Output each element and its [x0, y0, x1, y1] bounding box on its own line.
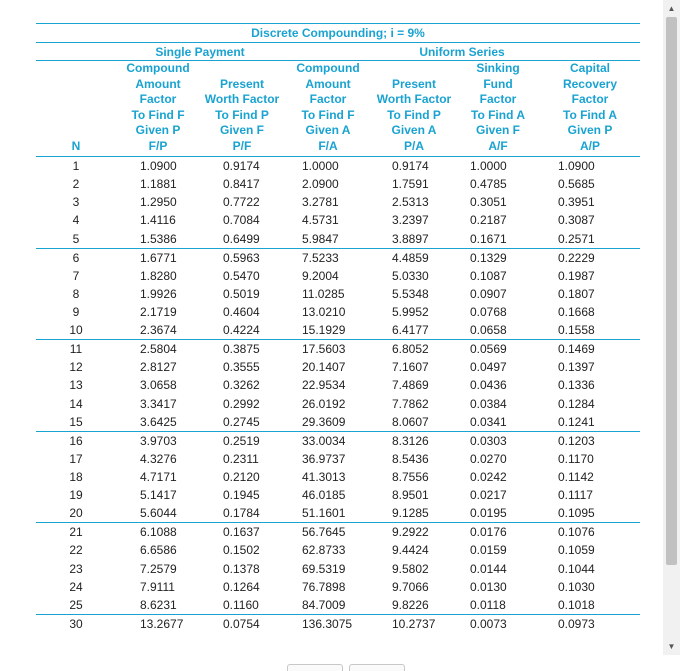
factor-cell: 9.4424 [392, 543, 429, 558]
factor-cell: 46.0185 [302, 488, 346, 503]
factor-cell: 8.9501 [392, 488, 429, 503]
factor-cell: 76.7898 [302, 579, 346, 594]
factor-cell: 0.2519 [223, 433, 260, 448]
factor-cell: 0.3875 [223, 342, 260, 357]
factor-cell: 0.3051 [470, 195, 507, 210]
period-cell: 16 [69, 433, 83, 448]
factor-cell: 0.0176 [470, 525, 507, 540]
factor-cell: 22.9534 [302, 378, 346, 393]
factor-cell: 1.9926 [140, 286, 177, 301]
factor-cell: 1.6771 [140, 250, 177, 265]
factor-cell: 0.2229 [558, 250, 595, 265]
factor-name-header: Compound Amount Factor [126, 61, 190, 106]
factor-cell: 0.3555 [223, 360, 260, 375]
factor-cell: 9.8226 [372, 596, 456, 615]
factor-cell: 0.1117 [558, 488, 593, 503]
factor-cell: 0.1241 [540, 413, 640, 432]
factor-cell: 84.7009 [284, 596, 372, 615]
period-cell: 9 [72, 305, 80, 320]
period-cell: 10 [36, 321, 116, 340]
factor-cell: 5.6044 [116, 504, 200, 523]
period-cell: 19 [69, 488, 83, 503]
factor-cell: 0.0754 [223, 616, 260, 631]
factor-cell: 15.1929 [284, 321, 372, 340]
factor-cell: 2.0900 [302, 177, 339, 192]
factor-cell: 1.0900 [140, 159, 177, 173]
factor-cell: 0.6499 [200, 230, 284, 249]
table-row [36, 468, 640, 486]
factor-cell: 1.0900 [558, 159, 595, 173]
scroll-up-arrow-icon[interactable]: ▲ [667, 4, 676, 13]
factor-cell: 3.2397 [392, 213, 429, 228]
factor-cell: 0.1044 [558, 561, 595, 576]
factor-cell: 136.3075 [302, 616, 353, 631]
factor-cell: 0.0073 [470, 616, 507, 631]
factor-cell: 5.1417 [140, 488, 177, 503]
factor-cell: 0.5685 [558, 177, 595, 192]
period-cell: 7 [72, 268, 80, 283]
period-cell: 30 [69, 616, 83, 631]
factor-cell: 0.1558 [540, 321, 640, 340]
factor-cell: 8.5436 [392, 451, 429, 466]
factor-name-header: Sinking Fund Factor [476, 61, 520, 106]
factor-cell: 62.8733 [302, 543, 346, 558]
vertical-scrollbar[interactable] [663, 0, 680, 655]
table-row [36, 175, 640, 193]
factor-cell: 4.4859 [392, 250, 429, 265]
factor-cell: 1.5386 [116, 230, 200, 249]
factor-cell: 2.5804 [140, 342, 177, 357]
bottom-button-partial[interactable] [287, 664, 343, 671]
factor-cell: 26.0192 [302, 396, 346, 411]
table-title: Discrete Compounding; i = 9% [36, 24, 640, 43]
factor-cell: 5.9952 [392, 305, 429, 320]
blank-header [36, 43, 116, 61]
factor-cell: 0.2745 [200, 413, 284, 432]
factor-cell: 0.1059 [558, 543, 595, 558]
factor-cell: 13.0210 [302, 305, 346, 320]
factor-cell: 7.1607 [392, 360, 429, 375]
table-row [36, 578, 640, 596]
factor-cell: 0.0569 [470, 342, 507, 357]
factor-cell: 36.9737 [302, 451, 346, 466]
factor-cell: 3.0658 [140, 378, 177, 393]
factor-cell: 33.0034 [302, 433, 346, 448]
table-row [36, 376, 640, 394]
factor-cell: 0.1378 [223, 561, 260, 576]
factor-cell: 3.9703 [140, 433, 177, 448]
single-payment-header: Single Payment [116, 43, 284, 61]
factor-cell: 0.1018 [540, 596, 640, 615]
factor-cell: 1.7591 [392, 177, 429, 192]
factor-name-header: Present Worth Factor [204, 76, 280, 106]
factor-cell: 6.1088 [140, 525, 177, 540]
factor-cell: 4.3276 [140, 451, 177, 466]
factor-cell: 0.4785 [470, 177, 507, 192]
table-row [36, 211, 640, 229]
period-cell: 20 [36, 504, 116, 523]
factor-cell: 4.5731 [302, 213, 339, 228]
period-cell: 2 [72, 177, 80, 192]
table-body [36, 157, 640, 633]
factor-cell: 20.1407 [302, 360, 346, 375]
find-label-header: To Find A Given P A/P [540, 108, 640, 157]
bottom-button-partial[interactable] [349, 664, 405, 671]
factor-cell: 0.1987 [558, 268, 595, 283]
factor-cell: 0.5019 [223, 286, 260, 301]
factor-cell: 0.1336 [558, 378, 595, 393]
factor-cell: 0.7084 [223, 213, 260, 228]
factor-cell: 2.1719 [140, 305, 177, 320]
factor-cell: 41.3013 [302, 469, 346, 484]
factor-cell: 9.1285 [372, 504, 456, 523]
factor-cell: 3.3417 [140, 396, 177, 411]
factor-cell: 17.5603 [302, 342, 346, 357]
factor-cell: 7.9111 [140, 579, 175, 594]
factor-cell: 7.5233 [302, 250, 339, 265]
factor-cell: 2.8127 [140, 360, 177, 375]
factor-cell: 6.4177 [372, 321, 456, 340]
table-row [36, 559, 640, 577]
factor-cell: 0.1945 [223, 488, 260, 503]
factor-cell: 6.6586 [140, 543, 177, 558]
period-cell: 18 [69, 469, 83, 484]
table-row [36, 358, 640, 376]
table-row [36, 431, 640, 450]
factor-cell: 7.4869 [392, 378, 429, 393]
table-row [36, 193, 640, 211]
factor-cell: 7.7862 [392, 396, 429, 411]
factor-cell: 0.2120 [223, 469, 260, 484]
table-row [36, 303, 640, 321]
factor-cell: 0.0118 [456, 596, 540, 615]
period-cell: 12 [69, 360, 83, 375]
factor-cell: 10.2737 [392, 616, 436, 631]
scroll-down-arrow-icon[interactable]: ▼ [667, 642, 676, 651]
period-cell: 24 [69, 579, 83, 594]
factor-cell: 0.1095 [540, 504, 640, 523]
period-cell: 22 [69, 543, 83, 558]
factor-cell: 1.8280 [140, 268, 177, 283]
factor-cell: 0.0658 [456, 321, 540, 340]
factor-cell: 0.2992 [223, 396, 260, 411]
period-cell: 8 [72, 286, 80, 301]
factor-cell: 8.6231 [116, 596, 200, 615]
factor-cell: 0.0270 [470, 451, 507, 466]
factor-cell: 0.1807 [558, 286, 595, 301]
factor-cell: 0.4604 [223, 305, 260, 320]
factor-cell: 5.0330 [392, 268, 429, 283]
factor-cell: 0.7722 [223, 195, 260, 210]
factor-cell: 0.0130 [470, 579, 507, 594]
table-row [36, 395, 640, 413]
period-cell: 25 [36, 596, 116, 615]
find-label-header: To Find F Given P F/P [116, 108, 200, 157]
factor-cell: 8.0607 [372, 413, 456, 432]
table-row [36, 504, 640, 523]
factor-cell: 9.5802 [392, 561, 429, 576]
factor-cell: 0.1076 [558, 525, 595, 540]
factor-cell: 0.1784 [200, 504, 284, 523]
factor-cell: 0.0497 [470, 360, 507, 375]
factor-cell: 0.0436 [470, 378, 507, 393]
find-label-header: To Find A Given F A/F [456, 108, 540, 157]
factor-cell: 0.0341 [456, 413, 540, 432]
n-column-header: N [36, 108, 116, 157]
factor-cell: 69.5319 [302, 561, 346, 576]
factor-cell: 0.9174 [223, 159, 260, 173]
factor-cell: 0.9174 [392, 159, 429, 173]
factor-cell: 0.0195 [456, 504, 540, 523]
find-label-header: To Find P Given F P/F [200, 108, 284, 157]
factor-cell: 0.0303 [470, 433, 507, 448]
factor-cell: 0.1671 [456, 230, 540, 249]
table-row [36, 614, 640, 633]
table-row [36, 267, 640, 285]
factor-cell: 0.1284 [558, 396, 595, 411]
period-cell: 13 [69, 378, 83, 393]
factor-cell: 0.1637 [223, 525, 260, 540]
factor-cell: 0.2571 [540, 230, 640, 249]
table-row [36, 413, 640, 432]
table-row [36, 321, 640, 340]
factor-cell: 8.3126 [392, 433, 429, 448]
factor-cell: 29.3609 [284, 413, 372, 432]
factor-cell: 0.3262 [223, 378, 260, 393]
factor-cell: 13.2677 [140, 616, 184, 631]
factor-cell: 1.4116 [140, 213, 176, 228]
factor-cell: 1.0000 [302, 159, 339, 173]
factor-cell: 0.1142 [558, 469, 594, 484]
table-row [36, 596, 640, 615]
table-row [36, 450, 640, 468]
factor-cell: 1.2950 [140, 195, 177, 210]
period-cell: 5 [36, 230, 116, 249]
factor-cell: 0.1170 [558, 451, 594, 466]
factor-cell: 0.1397 [558, 360, 595, 375]
uniform-series-header: Uniform Series [284, 43, 640, 61]
scrollbar-thumb[interactable] [666, 17, 677, 565]
table-row [36, 523, 640, 542]
factor-cell: 0.1668 [558, 305, 595, 320]
period-cell: 11 [69, 342, 83, 357]
factor-cell: 0.3951 [558, 195, 595, 210]
interest-factor-table [36, 23, 640, 633]
factor-cell: 4.7171 [140, 469, 177, 484]
factor-cell: 0.0159 [470, 543, 507, 558]
factor-cell: 0.1203 [558, 433, 595, 448]
factor-cell: 0.1502 [223, 543, 260, 558]
factor-cell: 9.7066 [392, 579, 429, 594]
factor-cell: 11.0285 [302, 286, 345, 301]
factor-cell: 0.2311 [223, 451, 259, 466]
table-row [36, 541, 640, 559]
factor-cell: 5.5348 [392, 286, 429, 301]
factor-cell: 0.3087 [558, 213, 595, 228]
period-cell: 6 [72, 250, 80, 265]
factor-cell: 0.0973 [558, 616, 595, 631]
period-cell: 14 [69, 396, 83, 411]
factor-name-header: Present Worth Factor [376, 76, 452, 106]
period-cell: 1 [72, 159, 80, 173]
period-cell: 4 [72, 213, 80, 228]
factor-cell: 0.8417 [223, 177, 260, 192]
period-cell: 15 [36, 413, 116, 432]
table-row [36, 285, 640, 303]
factor-cell: 0.0768 [470, 305, 507, 320]
factor-cell: 3.2781 [302, 195, 339, 210]
factor-cell: 0.0384 [470, 396, 507, 411]
find-label-header: To Find P Given A P/A [372, 108, 456, 157]
factor-cell: 2.3674 [116, 321, 200, 340]
factor-cell: 1.1881 [140, 177, 177, 192]
factor-cell: 0.1030 [558, 579, 595, 594]
find-label-header: To Find F Given A F/A [284, 108, 372, 157]
factor-cell: 0.5470 [223, 268, 260, 283]
table-row [36, 486, 640, 504]
factor-cell: 5.9847 [284, 230, 372, 249]
factor-cell: 0.5963 [223, 250, 260, 265]
period-cell: 23 [69, 561, 83, 576]
factor-cell: 56.7645 [302, 525, 346, 540]
factor-cell: 51.1601 [284, 504, 372, 523]
table-row [36, 157, 640, 176]
factor-cell: 0.1264 [223, 579, 260, 594]
factor-cell: 8.7556 [392, 469, 429, 484]
factor-cell: 0.1087 [470, 268, 507, 283]
table-row [36, 248, 640, 267]
factor-cell: 2.5313 [392, 195, 429, 210]
factor-cell: 0.0217 [470, 488, 507, 503]
table-row [36, 340, 640, 359]
factor-cell: 0.0907 [470, 286, 507, 301]
factor-cell: 7.2579 [140, 561, 177, 576]
factor-cell: 0.1469 [558, 342, 595, 357]
blank-header [36, 61, 116, 108]
period-cell: 3 [72, 195, 80, 210]
factor-cell: 6.8052 [392, 342, 429, 357]
factor-name-header: Compound Amount Factor [296, 61, 360, 106]
factor-cell: 0.4224 [200, 321, 284, 340]
factor-cell: 3.6425 [116, 413, 200, 432]
factor-cell: 9.2922 [392, 525, 429, 540]
factor-cell: 0.2187 [470, 213, 507, 228]
table-row [36, 230, 640, 249]
factor-name-header: Capital Recovery Factor [562, 61, 618, 106]
period-cell: 21 [69, 525, 83, 540]
factor-cell: 3.8897 [372, 230, 456, 249]
factor-cell: 0.0144 [470, 561, 507, 576]
factor-cell: 9.2004 [302, 268, 339, 283]
factor-cell: 1.0000 [470, 159, 507, 173]
factor-cell: 0.1329 [470, 250, 507, 265]
factor-cell: 0.0242 [470, 469, 507, 484]
factor-cell: 0.1160 [200, 596, 284, 615]
period-cell: 17 [69, 451, 83, 466]
